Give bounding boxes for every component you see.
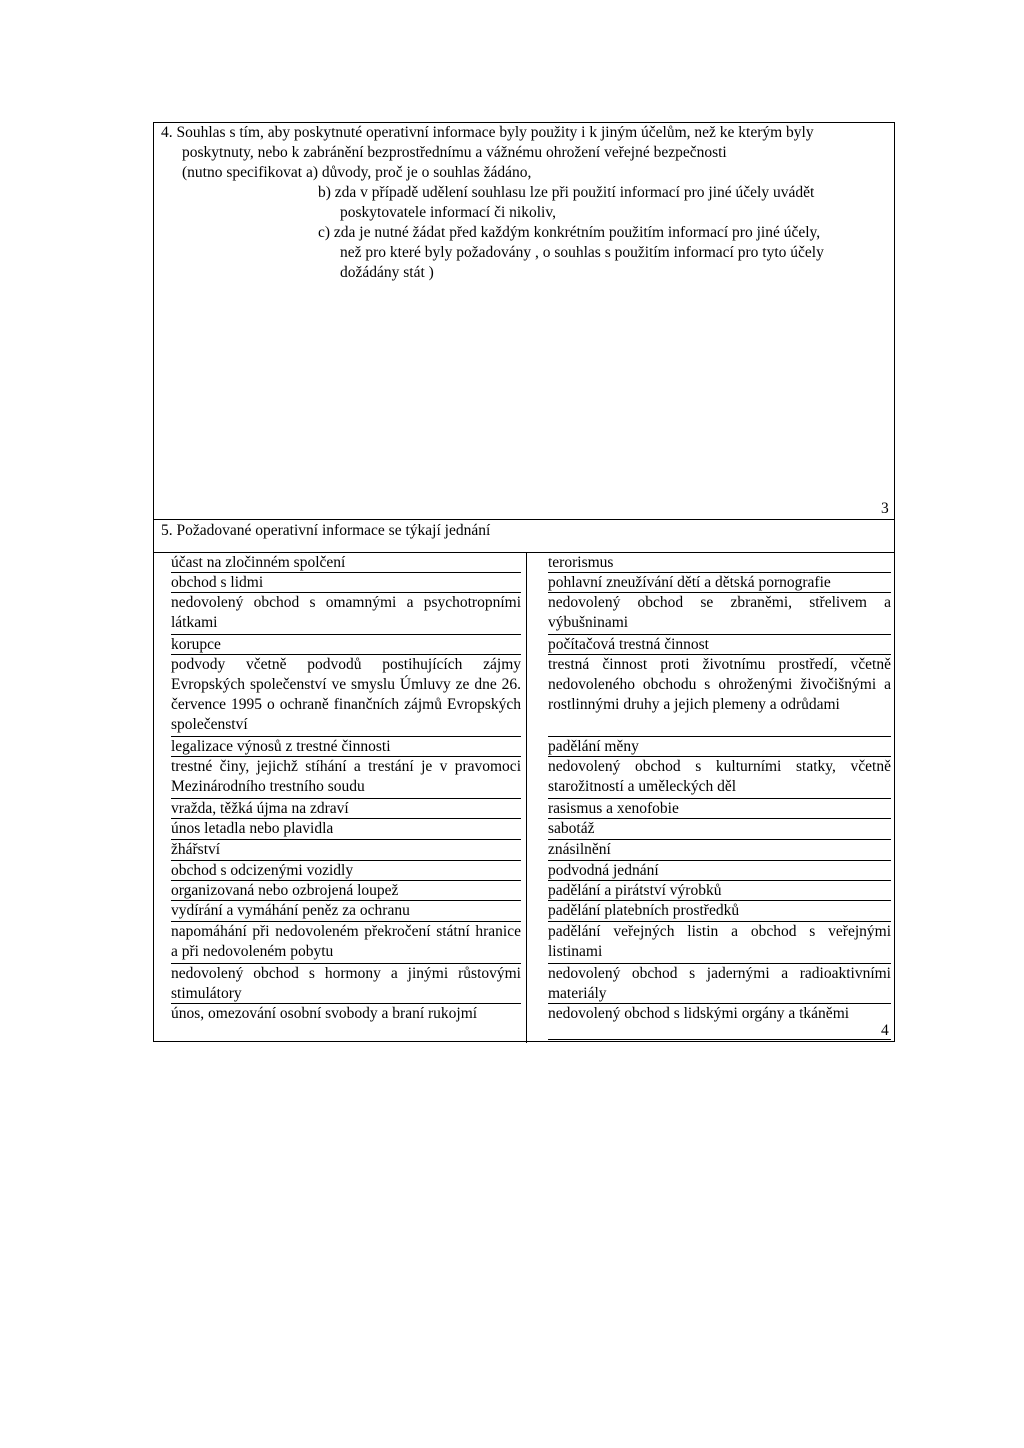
right-crime-item	[527, 922, 896, 964]
section-4-line: 4. Souhlas s tím, aby poskytnuté operativní informace byly použity i k jiným účelům, než ke kterým byly	[161, 124, 814, 141]
right-crime-item-text: počítačová trestná činnost	[548, 635, 891, 655]
left-crime-item-text: vražda, těžká újma na zdraví	[171, 799, 521, 819]
right-crime-item-text: rasismus a xenofobie	[548, 799, 891, 819]
section-4-consent	[154, 123, 894, 520]
right-crime-item-text: nedovolený obchod s lidskými orgány a tkáněmi	[548, 1004, 891, 1040]
right-crime-item	[527, 757, 896, 799]
left-crime-item-text: organizovaná nebo ozbrojená loupež	[171, 881, 521, 901]
right-crime-item-text: padělání měny	[548, 737, 891, 757]
right-crime-item	[527, 573, 896, 593]
left-crime-item	[154, 901, 526, 922]
left-crime-item	[154, 737, 526, 757]
right-crime-item-text: padělání platebních prostředků	[548, 901, 891, 922]
left-crime-item-text: obchod s lidmi	[171, 573, 521, 593]
left-crime-item	[154, 635, 526, 655]
left-crime-item	[154, 799, 526, 819]
request-form-box	[153, 122, 895, 1042]
right-crime-item	[527, 593, 896, 635]
left-crime-item	[154, 1004, 526, 1040]
section-4-line: dožádány stát )	[340, 264, 434, 281]
page-marker-4: 4	[881, 1022, 889, 1039]
right-crime-item	[527, 737, 896, 757]
right-crime-item-text: podvodná jednání	[548, 861, 891, 881]
right-crime-item-text: znásilnění	[548, 840, 891, 861]
right-crime-item-text: sabotáž	[548, 819, 891, 840]
left-crime-item	[154, 964, 526, 1004]
section-5-heading-row	[154, 520, 894, 553]
right-crime-item	[527, 840, 896, 861]
right-crime-item-text: nedovolený obchod s jadernými a radioaktivními materiály	[548, 965, 891, 1002]
left-crime-item-text: nedovolený obchod s hormony a jinými růstovými stimulátory	[171, 965, 521, 1002]
right-crime-item-text: pohlavní zneužívání dětí a dětská pornografie	[548, 573, 891, 593]
right-crime-item-text: terorismus	[548, 553, 891, 573]
left-crime-item-text: podvody včetně podvodů postihujících zájmy Evropských společenství ve smyslu Úmluvy ze dne 26. července 1995 o ochraně finančních zájmů Evropských společenství	[171, 655, 521, 737]
left-crime-item	[154, 819, 526, 840]
section-4-line: c) zda je nutné žádat před každým konkrétním použitím informací pro jiné účely,	[318, 224, 821, 241]
left-crime-item-text: obchod s odcizenými vozidly	[171, 861, 521, 881]
right-crime-item	[527, 881, 896, 901]
left-crime-item-text: trestné činy, jejichž stíhání a trestání je v pravomoci Mezinárodního trestního soudu	[171, 757, 521, 799]
right-crime-item-text: padělání veřejných listin a obchod s veřejnými listinami	[548, 922, 891, 964]
section-4-line: než pro které byly požadovány , o souhlas s použitím informací pro tyto účely	[340, 244, 824, 261]
right-crime-item	[527, 861, 896, 881]
left-crime-item	[154, 573, 526, 593]
left-crime-item-text: žhářství	[171, 840, 521, 861]
right-crime-item	[527, 635, 896, 655]
left-crime-item-text: vydírání a vymáhání peněz za ochranu	[171, 901, 521, 922]
right-crime-item	[527, 553, 896, 573]
right-crime-item	[527, 799, 896, 819]
left-crime-item	[154, 881, 526, 901]
left-crime-item	[154, 593, 526, 635]
left-crime-item	[154, 922, 526, 964]
right-crime-item	[527, 964, 896, 1004]
right-crime-item	[527, 655, 896, 737]
left-crime-item	[154, 553, 526, 573]
right-crime-item-text: trestná činnost proti životnímu prostředí, včetně nedovoleného obchodu s ohroženými živočišnými a rostlinnými druhy a jejich plemeny a odrůdami	[548, 655, 891, 737]
right-crime-item-text: nedovolený obchod se zbraněmi, střelivem a výbušninami	[548, 593, 891, 635]
left-crime-item	[154, 655, 526, 737]
right-crime-item	[527, 819, 896, 840]
left-crime-item	[154, 861, 526, 881]
right-crime-item-text: padělání a pirátství výrobků	[548, 881, 891, 901]
left-crime-item-text: únos, omezování osobní svobody a braní rukojmí	[171, 1005, 478, 1022]
right-crime-item-text: nedovolený obchod s kulturními statky, včetně starožitností a uměleckých děl	[548, 757, 891, 799]
section-4-line: poskytovatele informací či nikoliv,	[340, 204, 556, 221]
right-crime-item	[527, 1004, 896, 1040]
section-4-line: poskytnuty, nebo k zabránění bezprostřednímu a vážnému ohrožení veřejné bezpečnosti	[182, 144, 727, 161]
crime-categories-table	[154, 553, 894, 1043]
left-crime-item	[154, 757, 526, 799]
left-crime-item-text: napomáhání při nedovoleném překročení státní hranice a při nedovoleném pobytu	[171, 922, 521, 964]
section-4-line: b) zda v případě udělení souhlasu lze při použití informací pro jiné účely uvádět	[318, 184, 815, 201]
page-marker-3: 3	[881, 500, 889, 517]
section-5-heading: 5. Požadované operativní informace se týkají jednání	[161, 522, 491, 539]
left-crime-item-text: únos letadla nebo plavidla	[171, 819, 521, 840]
section-4-line: (nutno specifikovat a) důvody, proč je o souhlas žádáno,	[182, 164, 532, 181]
left-crime-item-text: účast na zločinném spolčení	[171, 553, 521, 573]
left-crime-item-text: korupce	[171, 635, 521, 655]
right-crime-item	[527, 901, 896, 922]
left-crime-item-text: nedovolený obchod s omamnými a psychotropními látkami	[171, 593, 521, 635]
left-crime-item	[154, 840, 526, 861]
left-crime-item-text: legalizace výnosů z trestné činnosti	[171, 737, 521, 757]
